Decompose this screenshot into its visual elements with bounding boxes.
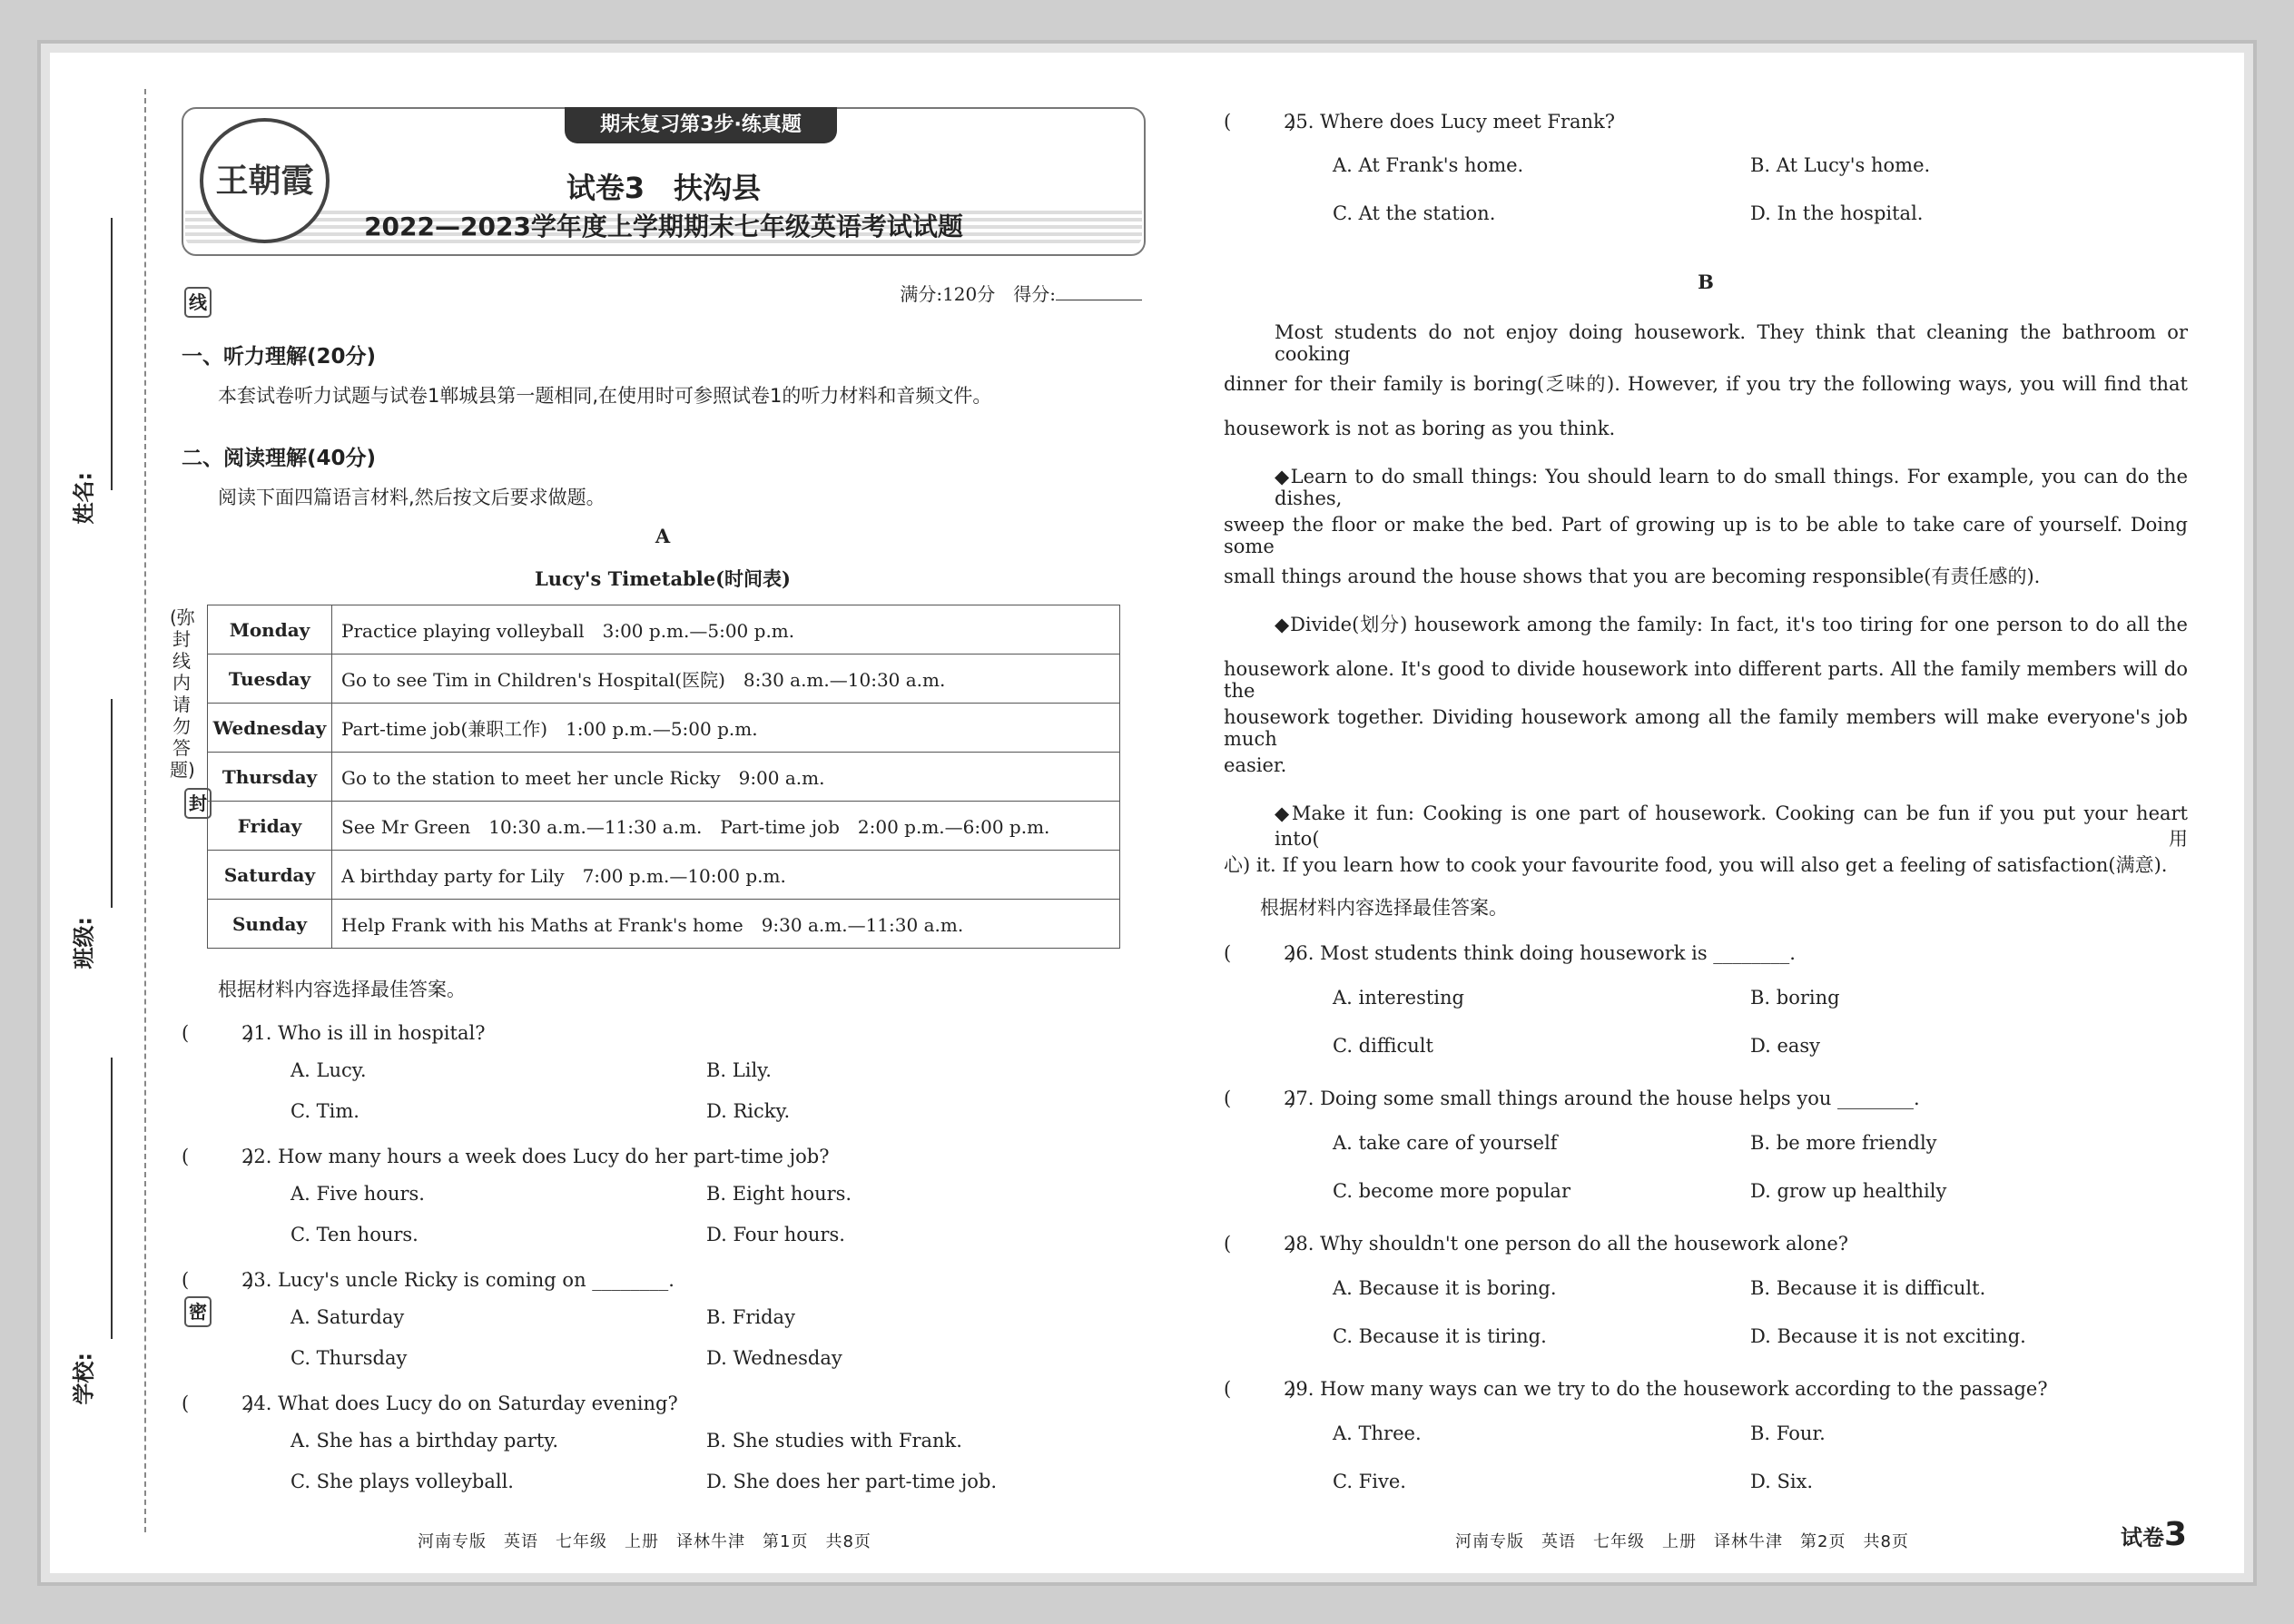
option: B. Because it is difficult.	[1750, 1277, 1986, 1299]
option: A. Because it is boring.	[1333, 1277, 1557, 1299]
timetable-day: Monday	[208, 605, 332, 655]
part2-heading: 二、阅读理解(40分)	[182, 447, 377, 470]
option: C. Thursday	[290, 1347, 408, 1369]
answer-blank[interactable]: ( )	[1224, 942, 1296, 964]
question-stem: 29. How many ways can we try to do the housework according to the passage?	[1284, 1378, 2048, 1400]
question-stem: 25. Where does Lucy meet Frank?	[1284, 111, 1616, 133]
name-label: 姓名:	[71, 471, 97, 525]
option: A. At Frank's home.	[1333, 154, 1524, 176]
option: C. She plays volleyball.	[290, 1471, 514, 1492]
timetable-activity: Practice playing volleyball 3:00 p.m.—5:00 p.m.	[332, 605, 1120, 655]
timetable-row	[208, 753, 1120, 802]
timetable-day: Thursday	[208, 753, 332, 802]
passage-line: housework together. Dividing housework among all the family members will make everyone's job much	[1224, 706, 2188, 750]
option: B. be more friendly	[1750, 1132, 1937, 1154]
score-label: 满分:120分 得分:	[900, 283, 1056, 305]
question-stem: 28. Why shouldn't one person do all the housework alone?	[1284, 1233, 1849, 1255]
timetable-day: Tuesday	[208, 655, 332, 704]
option: B. Friday	[706, 1306, 795, 1328]
option: B. Four.	[1750, 1422, 1826, 1444]
class-underline	[111, 699, 113, 908]
timetable-activity: Part-time job(兼职工作) 1:00 p.m.—5:00 p.m.	[332, 704, 1120, 753]
badge-label: 试卷	[2121, 1525, 2164, 1550]
option: C. become more popular	[1333, 1180, 1570, 1202]
passage-line: dinner for their family is boring(乏味的). However, if you try the following ways, you will find that	[1224, 373, 2188, 395]
answer-blank[interactable]: ( )	[1224, 1378, 1296, 1400]
timetable-day: Friday	[208, 802, 332, 851]
option: A. take care of yourself	[1333, 1132, 1558, 1154]
question-stem: 24. What does Lucy do on Saturday evening?	[241, 1393, 678, 1414]
instruction-b: 根据材料内容选择最佳答案。	[1260, 897, 1508, 919]
answer-blank[interactable]: ( )	[1224, 111, 1296, 133]
paper-badge	[2121, 1516, 2187, 1553]
header-banner	[182, 107, 1146, 256]
option: C. difficult	[1333, 1035, 1433, 1057]
question-stem: 23. Lucy's uncle Ricky is coming on ________.	[241, 1269, 674, 1291]
binding-line	[144, 89, 146, 1532]
timetable	[207, 605, 1120, 949]
option: C. At the station.	[1333, 202, 1496, 224]
question-stem: 26. Most students think doing housework is ________.	[1284, 942, 1796, 964]
question-stem: 27. Doing some small things around the house helps you ________.	[1284, 1088, 1920, 1109]
question-item	[1224, 1374, 2048, 1402]
answer-blank[interactable]: ( )	[1224, 1233, 1296, 1255]
timetable-row	[208, 655, 1120, 704]
question-item	[1224, 1084, 1920, 1111]
option: D. Four hours.	[706, 1224, 845, 1245]
question-stem: 21. Who is ill in hospital?	[241, 1022, 486, 1044]
class-field[interactable]	[64, 916, 100, 969]
passage-line: ◆Divide(划分) housework among the family: In fact, it's too tiring for one person to do all the	[1275, 614, 2188, 635]
timetable-row	[208, 704, 1120, 753]
question-item	[182, 1019, 485, 1046]
part2-intro: 阅读下面四篇语言材料,然后按文后要求做题。	[218, 487, 605, 508]
part1-heading: 一、听力理解(20分)	[182, 345, 377, 369]
option: C. Ten hours.	[290, 1224, 418, 1245]
option: D. In the hospital.	[1750, 202, 1924, 224]
question-item	[182, 1389, 678, 1416]
footer-left: 河南专版 英语 七年级 上册 译林牛津 第1页 共8页	[418, 1532, 871, 1551]
passage-a-label: A	[655, 525, 671, 547]
timetable-row	[208, 605, 1120, 655]
question-item	[1224, 939, 1796, 966]
instruction-a: 根据材料内容选择最佳答案。	[218, 979, 466, 1000]
timetable-activity: Help Frank with his Maths at Frank's home 9:30 a.m.—11:30 a.m.	[332, 900, 1120, 949]
school-underline	[111, 1058, 113, 1339]
option: A. interesting	[1333, 987, 1464, 1009]
footer-right: 河南专版 英语 七年级 上册 译林牛津 第2页 共8页	[1455, 1532, 1909, 1551]
passage-b-label: B	[1698, 271, 1714, 293]
review-step-tag: 期末复习第3步·练真题	[565, 107, 837, 143]
option: C. Because it is tiring.	[1333, 1325, 1547, 1347]
question-item	[182, 1265, 674, 1293]
option: B. She studies with Frank.	[706, 1430, 962, 1452]
answer-blank[interactable]: ( )	[182, 1393, 254, 1414]
timetable-row	[208, 802, 1120, 851]
question-stem: 22. How many hours a week does Lucy do her part-time job?	[241, 1146, 830, 1167]
name-underline	[111, 218, 113, 490]
badge-number: 3	[2164, 1516, 2188, 1553]
timetable-activity: Go to see Tim in Children's Hospital(医院) 8:30 a.m.—10:30 a.m.	[332, 655, 1120, 704]
option: A. Three.	[1333, 1422, 1422, 1444]
binding-note: (弥封线内请勿答题)	[170, 606, 195, 781]
option: A. Saturday	[290, 1306, 405, 1328]
score-line	[900, 280, 1142, 306]
passage-line: 心) it. If you learn how to cook your favourite food, you will also get a feeling of satisfaction(满意).	[1224, 854, 2168, 876]
seal-mark-line: 线	[184, 287, 212, 318]
option: D. Because it is not exciting.	[1750, 1325, 2026, 1347]
answer-blank[interactable]: ( )	[182, 1146, 254, 1167]
seal-mark-seal: 封	[184, 788, 212, 819]
timetable-day: Saturday	[208, 851, 332, 900]
answer-blank[interactable]: ( )	[1224, 1088, 1296, 1109]
option: D. Ricky.	[706, 1100, 791, 1122]
timetable-activity: A birthday party for Lily 7:00 p.m.—10:00 p.m.	[332, 851, 1120, 900]
passage-line: easier.	[1224, 754, 1287, 776]
publisher-logo: 王朝霞	[200, 118, 330, 243]
timetable-day: Sunday	[208, 900, 332, 949]
timetable-title: Lucy's Timetable(时间表)	[535, 567, 791, 590]
timetable-row	[208, 900, 1120, 949]
timetable-row	[208, 851, 1120, 900]
name-field[interactable]	[64, 471, 100, 525]
option: B. Eight hours.	[706, 1183, 852, 1205]
passage-line: sweep the floor or make the bed. Part of growing up is to be able to take care of yourself. Doing some	[1224, 514, 2188, 557]
passage-line: ◆Make it fun: Cooking is one part of housework. Cooking can be fun if you put your heart into(用	[1275, 802, 2188, 850]
passage-line: small things around the house shows that you are becoming responsible(有责任感的).	[1224, 566, 2041, 587]
question-25	[1224, 107, 1615, 134]
option: D. grow up healthily	[1750, 1180, 1947, 1202]
passage-line: housework alone. It's good to divide housework into different parts. All the family members will do the	[1224, 658, 2188, 702]
option: B. boring	[1750, 987, 1840, 1009]
option: D. Six.	[1750, 1471, 1814, 1492]
class-label: 班级:	[71, 916, 97, 969]
option: D. Wednesday	[706, 1347, 842, 1369]
option: D. easy	[1750, 1035, 1821, 1057]
option: D. She does her part-time job.	[706, 1471, 998, 1492]
option: C. Tim.	[290, 1100, 359, 1122]
exam-title: 试卷3 扶沟县	[566, 171, 762, 205]
school-label: 学校:	[71, 1352, 97, 1405]
seal-mark-secret: 密	[184, 1296, 212, 1327]
question-item	[1224, 1229, 1848, 1256]
question-item	[182, 1142, 830, 1169]
option: B. Lily.	[706, 1059, 772, 1081]
timetable-day: Wednesday	[208, 704, 332, 753]
timetable-activity: Go to the station to meet her uncle Ricky 9:00 a.m.	[332, 753, 1120, 802]
part1-text: 本套试卷听力试题与试卷1郸城县第一题相同,在使用时可参照试卷1的听力材料和音频文件。	[218, 385, 992, 407]
answer-blank[interactable]: ( )	[182, 1269, 254, 1291]
passage-line: Most students do not enjoy doing housework. They think that cleaning the bathroom or cooking	[1275, 321, 2188, 365]
passage-line: housework is not as boring as you think.	[1224, 418, 1616, 439]
exam-subtitle: 2022—2023学年度上学期期末七年级英语考试试题	[364, 212, 963, 241]
school-field[interactable]	[64, 1352, 100, 1405]
option: A. Lucy.	[290, 1059, 367, 1081]
answer-blank[interactable]: ( )	[182, 1022, 254, 1044]
timetable-activity: See Mr Green 10:30 a.m.—11:30 a.m. Part-time job 2:00 p.m.—6:00 p.m.	[332, 802, 1120, 851]
option: C. Five.	[1333, 1471, 1406, 1492]
passage-line: ◆Learn to do small things: You should learn to do small things. For example, you can do the dishes,	[1275, 466, 2188, 509]
option: A. She has a birthday party.	[290, 1430, 559, 1452]
option: B. At Lucy's home.	[1750, 154, 1931, 176]
option: A. Five hours.	[290, 1183, 425, 1205]
